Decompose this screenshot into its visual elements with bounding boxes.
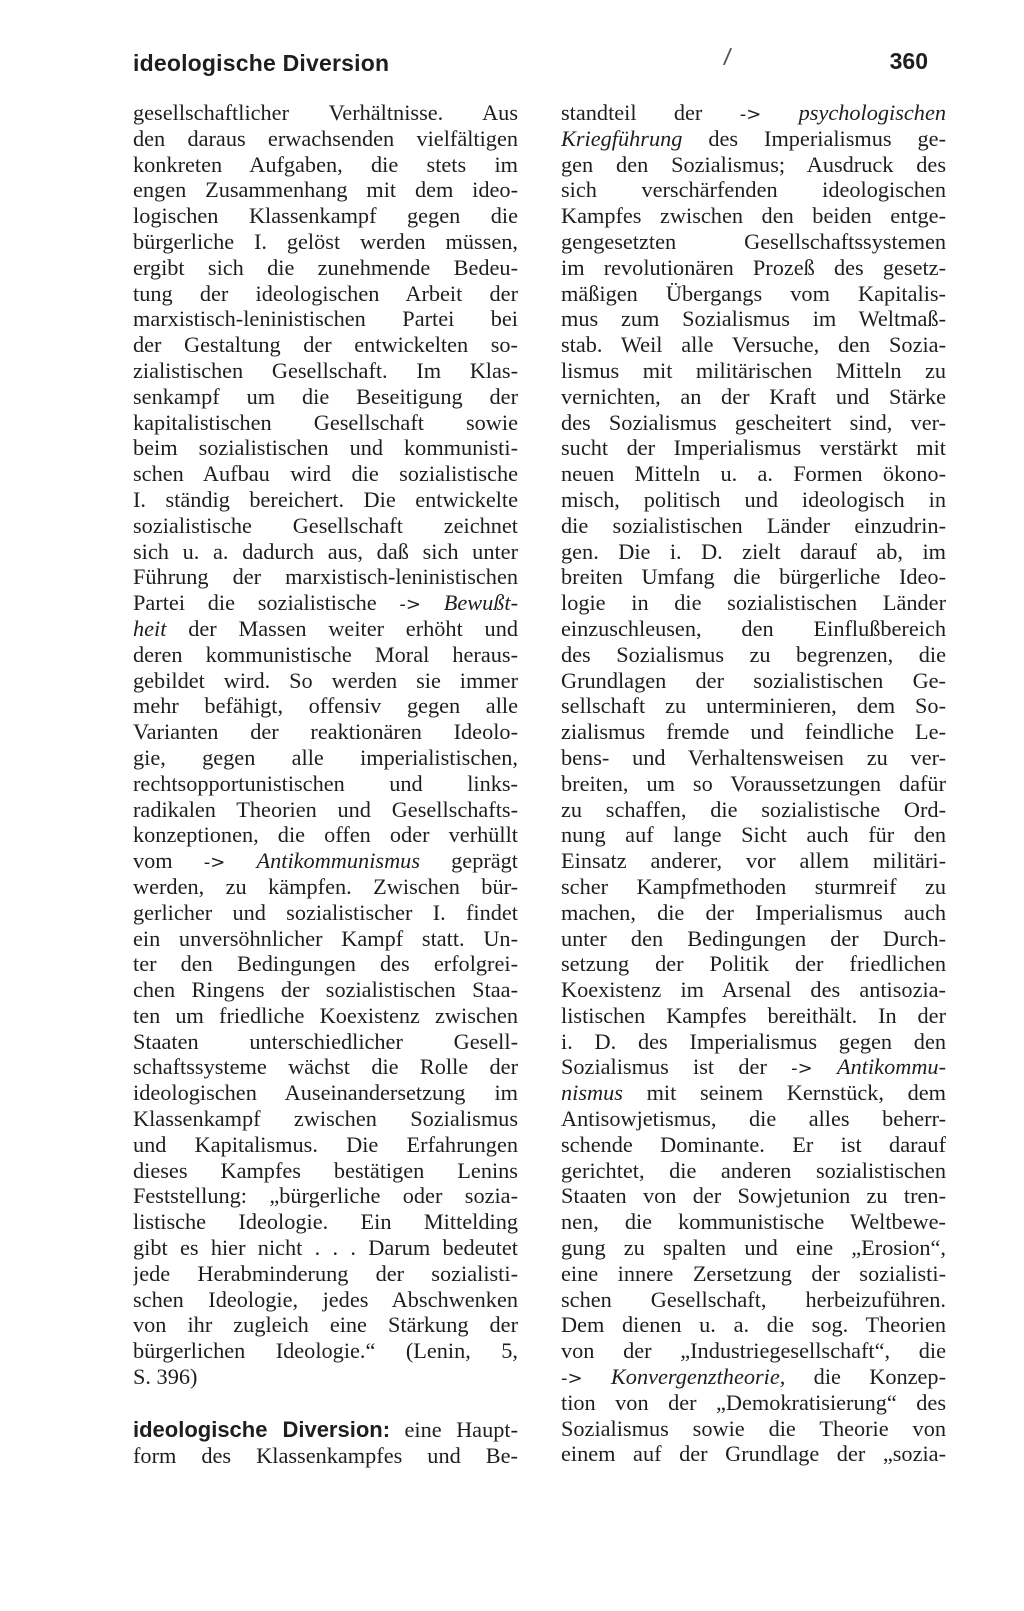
text-line: gesellschaftlicher Verhältnisse. Aus: [133, 100, 518, 125]
text-line: ergibt sich die zunehmende Bedeu-: [133, 254, 518, 280]
cross-reference-term: heit: [133, 615, 167, 641]
running-title: ideologische Diversion: [133, 50, 390, 76]
text-line: bürgerliche I. gelöst werden müssen,: [133, 228, 518, 254]
text-line: gengesetzten Gesellschaftssystemen: [561, 228, 946, 254]
text-column-left: [133, 100, 518, 1468]
text-line: gen den Sozialismus; Ausdruck des: [561, 151, 946, 177]
text-line: Feststellung: „bürgerliche oder sozia-: [133, 1183, 518, 1209]
text-line: ten um friedliche Koexistenz zwischen: [133, 1002, 518, 1028]
text-line: Kampfes zwischen den beiden entge-: [561, 203, 946, 229]
cross-reference-term: Antikommunismus: [256, 848, 421, 874]
text-line: neuen Mitteln u. a. Formen ökono-: [561, 461, 946, 487]
text-line: beim sozialistischen und kommunisti-: [133, 435, 518, 461]
text-line: der Gestaltung der entwickelten so-: [133, 332, 518, 358]
text-line: unter den Bedingungen der Durch-: [561, 925, 946, 951]
text-line: ter den Bedingungen des erfolgrei-: [133, 951, 518, 977]
cross-reference-arrow-icon: ->: [739, 104, 762, 125]
text-line: und Kapitalismus. Die Erfahrungen: [133, 1131, 518, 1157]
text-line: machen, die der Imperialismus auch: [561, 899, 946, 925]
text-line: gebildet wird. So werden sie immer: [133, 667, 518, 693]
text-line: bürgerlichen Ideologie.“ (Lenin, 5,: [133, 1338, 518, 1364]
cross-reference-term: Konvergenztheorie,: [610, 1364, 786, 1390]
text-line: bens- und Verhaltensweisen zu ver-: [561, 744, 946, 770]
page-mark: /: [722, 43, 733, 72]
cross-reference-term: Bewußt-: [443, 590, 518, 616]
text-line: Sozialismus ist der -> Antikommu-: [561, 1054, 946, 1080]
text-line: rechtsopportunistischen und links-: [133, 770, 518, 796]
text-line: deren kommunistische Moral heraus-: [133, 641, 518, 667]
text-line: engen Zusammenhang mit dem ideo-: [133, 177, 518, 203]
text-line: scher Kampfmethoden sturmreif zu: [561, 873, 946, 899]
text-line: des Sozialismus zu begrenzen, die: [561, 641, 946, 667]
text-column-right: [561, 100, 946, 1467]
text-line: nismus mit seinem Kernstück, dem: [561, 1080, 946, 1106]
text-line: schen Gesellschaft, herbeizuführen.: [561, 1286, 946, 1312]
text-line: senkampf um die Beseitigung der: [133, 383, 518, 409]
text-line: Einsatz anderer, vor allem militäri-: [561, 848, 946, 874]
text-line: ideologische Diversion: eine Haupt-: [133, 1416, 518, 1442]
text-line: heit der Massen weiter erhöht und: [133, 615, 518, 641]
text-line: tion von der „Demokratisierung“ des: [561, 1389, 946, 1415]
text-line: konzeptionen, die offen oder verhüllt: [133, 822, 518, 848]
text-line: gibt es hier nicht . . . Darum bedeutet: [133, 1235, 518, 1261]
text-line: gerlicher und sozialistischer I. findet: [133, 899, 518, 925]
paragraph-gap: [133, 1390, 518, 1417]
text-line: des Sozialismus gescheitert sind, ver-: [561, 409, 946, 435]
text-line: tung der ideologischen Arbeit der: [133, 280, 518, 306]
text-line: sellschaft zu unterminieren, dem So-: [561, 693, 946, 719]
text-line: listischen Kampfes bereithält. In der: [561, 1002, 946, 1028]
cross-reference-arrow-icon: ->: [399, 594, 421, 616]
text-line: gerichtet, die anderen sozialistischen: [561, 1157, 946, 1183]
text-line: chen Ringens der sozialistischen Staa-: [133, 977, 518, 1003]
text-line: Kriegführung des Imperialismus ge-: [561, 125, 946, 151]
text-line: werden, zu kämpfen. Zwischen bür-: [133, 873, 518, 899]
text-line: sich u. a. dadurch aus, daß sich unter: [133, 538, 518, 564]
cross-reference-arrow-icon: ->: [791, 1058, 813, 1080]
text-line: Staaten von der Sowjetunion zu tren-: [561, 1183, 946, 1209]
text-line: eine innere Zersetzung der sozialisti-: [561, 1260, 946, 1286]
text-line: schaftssysteme wächst die Rolle der: [133, 1054, 518, 1080]
text-line: Führung der marxistisch-leninistischen: [133, 564, 518, 590]
text-line: mehr befähigt, offensiv gegen alle: [133, 693, 518, 719]
text-line: Varianten der reaktionären Ideolo-: [133, 719, 518, 745]
text-line: listische Ideologie. Ein Mittelding: [133, 1209, 518, 1235]
text-line: S. 396): [133, 1364, 198, 1390]
text-line: Koexistenz im Arsenal des antisozia-: [561, 977, 946, 1003]
text-line: breiten Umfang die bürgerliche Ideo-: [561, 564, 946, 590]
text-line: von ihr zugleich eine Stärkung der: [133, 1312, 518, 1338]
cross-reference-term: nismus: [561, 1080, 623, 1106]
text-line: von der „Industriegesellschaft“, die: [561, 1338, 946, 1364]
text-line: zialistischen Gesellschaft. Im Klas-: [133, 357, 518, 383]
text-line: sich verschärfenden ideologischen: [561, 177, 946, 203]
text-line: mus zum Sozialismus im Weltmaß-: [561, 306, 946, 332]
text-line: zu schaffen, die sozialistische Ord-: [561, 796, 946, 822]
text-line: lismus mit militärischen Mitteln zu: [561, 357, 946, 383]
text-line: Partei die sozialistische -> Bewußt-: [133, 590, 518, 616]
text-line: schen Aufbau wird die sozialistische: [133, 461, 518, 487]
cross-reference-term: psychologischen: [798, 100, 946, 125]
text-line: Antisowjetismus, die alles beherr-: [561, 1106, 946, 1132]
page-number: 360: [889, 48, 928, 74]
text-line: breiten, um so Voraussetzungen dafür: [561, 770, 946, 796]
text-line: Sozialismus sowie die Theorie von: [561, 1415, 946, 1441]
text-line: I. ständig bereichert. Die entwickelte: [133, 486, 518, 512]
text-line: setzung der Politik der friedlichen: [561, 951, 946, 977]
text-line: vom -> Antikommunismus geprägt: [133, 848, 518, 874]
cross-reference-arrow-icon: ->: [203, 852, 226, 874]
text-line: nung auf lange Sicht auch für den: [561, 822, 946, 848]
text-line: gung zu spalten und eine „Erosion“,: [561, 1235, 946, 1261]
text-line: logischen Klassenkampf gegen die: [133, 203, 518, 229]
text-line: den daraus erwachsenden vielfältigen: [133, 125, 518, 151]
text-line: nen, die kommunistische Weltbewe-: [561, 1209, 946, 1235]
text-line: Grundlagen der sozialistischen Ge-: [561, 667, 946, 693]
cross-reference-term: Kriegführung: [561, 125, 683, 151]
text-line: einzuschleusen, den Einflußbereich: [561, 615, 946, 641]
text-line: Klassenkampf zwischen Sozialismus: [133, 1106, 518, 1132]
text-line: kapitalistischen Gesellschaft sowie: [133, 409, 518, 435]
text-line: vernichten, an der Kraft und Stärke: [561, 383, 946, 409]
text-line: ein unversöhnlicher Kampf statt. Un-: [133, 925, 518, 951]
text-line: -> Konvergenztheorie, die Konzep-: [561, 1364, 946, 1390]
text-line: sozialistische Gesellschaft zeichnet: [133, 512, 518, 538]
text-line: stab. Weil alle Versuche, den Sozia-: [561, 332, 946, 358]
text-line: standteil der -> psychologischen: [561, 100, 946, 125]
text-line: logie in die sozialistischen Länder: [561, 590, 946, 616]
text-line: schende Dominante. Er ist darauf: [561, 1131, 946, 1157]
text-line: Staaten unterschiedlicher Gesell-: [133, 1028, 518, 1054]
text-line: sucht der Imperialismus verstärkt mit: [561, 435, 946, 461]
text-line: radikalen Theorien und Gesellschafts-: [133, 796, 518, 822]
entry-headword: ideologische Diversion:: [133, 1416, 391, 1442]
text-line: i. D. des Imperialismus gegen den: [561, 1028, 946, 1054]
cross-reference-arrow-icon: ->: [561, 1368, 583, 1390]
text-line: konkreten Aufgaben, die stets im: [133, 151, 518, 177]
text-line: ideologischen Auseinandersetzung im: [133, 1080, 518, 1106]
text-line: mäßigen Übergangs vom Kapitalis-: [561, 280, 946, 306]
text-line: misch, politisch und ideologisch in: [561, 486, 946, 512]
text-line: jede Herabminderung der sozialisti-: [133, 1260, 518, 1286]
text-line: schen Ideologie, jedes Abschwenken: [133, 1286, 518, 1312]
text-line: marxistisch-leninistischen Partei bei: [133, 306, 518, 332]
text-line: Dem dienen u. a. die sog. Theorien: [561, 1312, 946, 1338]
text-line: zialismus fremde und feindliche Le-: [561, 719, 946, 745]
cross-reference-term: Antikommu-: [837, 1054, 946, 1080]
text-line: gen. Die i. D. zielt darauf ab, im: [561, 538, 946, 564]
text-line: die sozialistischen Länder einzudrin-: [561, 512, 946, 538]
text-line: gie, gegen alle imperialistischen,: [133, 744, 518, 770]
text-line: einem auf der Grundlage der „sozia-: [561, 1441, 946, 1467]
text-line: form des Klassenkampfes und Be-: [133, 1442, 518, 1468]
text-line: im revolutionären Prozeß des gesetz-: [561, 254, 946, 280]
text-line: dieses Kampfes bestätigen Lenins: [133, 1157, 518, 1183]
